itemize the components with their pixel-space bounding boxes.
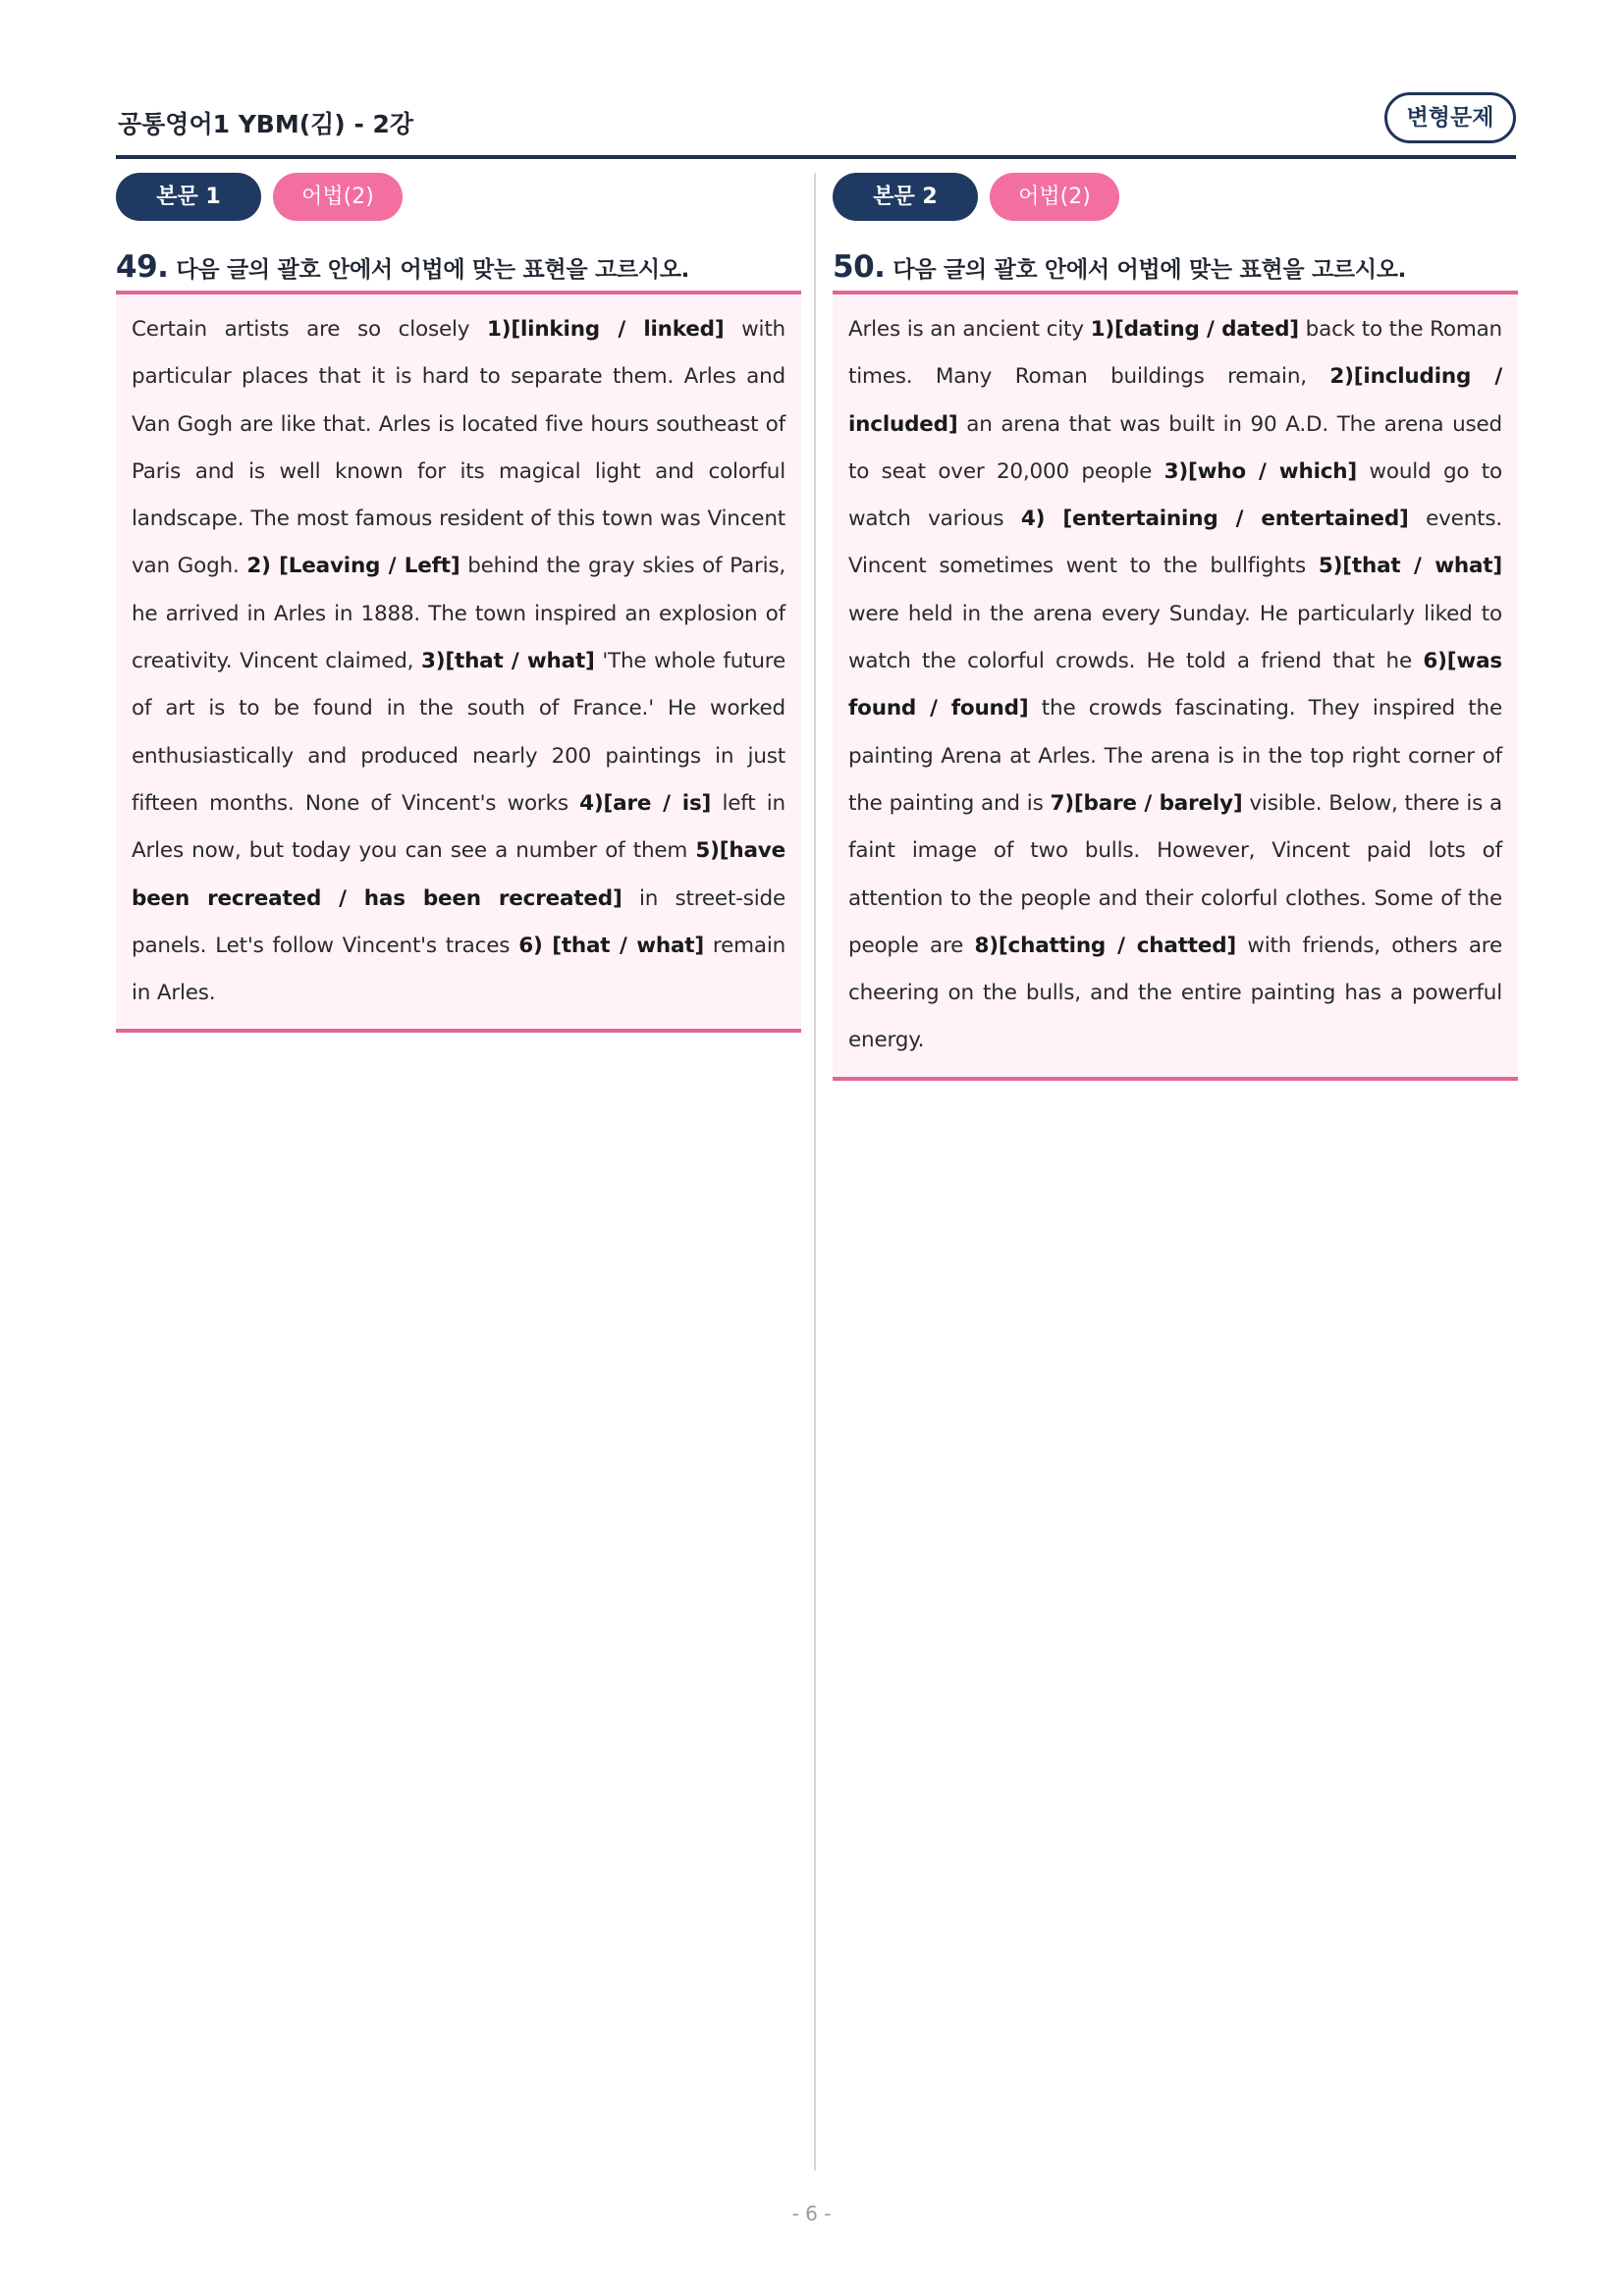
passage-text: with particular places that it is hard to separate them. Arles and Van Gogh are like that. Arles is located five hours southeast of Paris and is well known for its magical light and colorful landscape. The most famous resident of this town was Vincent van Gogh.: [132, 317, 785, 579]
question-heading: [833, 249, 1518, 294]
grammar-choice: 6)[was found / found]: [848, 649, 1502, 721]
grammar-choice: 3)[that / what]: [420, 649, 595, 674]
grammar-choice: 2)[including / included]: [848, 364, 1503, 437]
passage-text: behind the gray skies of Paris, he arrived in Arles in 1888. The town inspired an explosion of creativity. Vincent claimed,: [132, 554, 785, 674]
passage-text: visible. Below, there is a faint image of two bulls. However, Vincent paid lots of attention to the people and their colorful clothes. Some of the people are: [848, 790, 1502, 958]
grammar-choice: 8)[chatting / chatted]: [974, 933, 1237, 958]
page-number: - 6 -: [791, 2202, 832, 2225]
category-tag: 어법(2): [990, 173, 1119, 221]
column-divider: [814, 173, 816, 2170]
question-number: 49.: [116, 249, 169, 285]
grammar-choice: 5)[that / what]: [1318, 554, 1502, 579]
grammar-choice: 6) [that / what]: [518, 933, 704, 958]
grammar-choice: 4) [entertaining / entertained]: [1020, 507, 1409, 532]
passage-text: events. Vincent sometimes went to the bullfights: [848, 507, 1502, 579]
grammar-choice: 5)[have been recreated / has been recreated]: [132, 838, 785, 911]
passage-text: Arles is an ancient city: [848, 317, 1091, 342]
grammar-choice: 7)[bare / barely]: [1050, 790, 1243, 816]
category-tag: 어법(2): [273, 173, 403, 221]
passage-text: would go to watch various: [848, 458, 1502, 532]
passage-box: [116, 294, 801, 1033]
section-tag: 본문 1: [116, 173, 261, 221]
passage-text: remain in Arles.: [132, 933, 786, 1006]
passage-text: 'The whole future of art is to be found in the south of France.' He worked enthusiastically and produced nearly 200 paintings in just fifteen months. None of Vincent's works: [132, 649, 785, 816]
grammar-choice: 1)[dating / dated]: [1090, 317, 1299, 342]
question-text: 다음 글의 괄호 안에서 어법에 맞는 표현을 고르시오.: [893, 257, 1407, 283]
question-heading: [116, 249, 801, 294]
page-header: [116, 90, 1516, 159]
document-title: 공통영어1 YBM(김) - 2강: [118, 110, 414, 138]
passage-text: with friends, others are cheering on the bulls, and the entire painting has a powerful energy.: [848, 933, 1502, 1053]
passage-text: back to the Roman times. Many Roman buildings remain,: [848, 317, 1502, 390]
grammar-choice: 1)[linking / linked]: [486, 317, 725, 342]
passage-text: left in Arles now, but today you can see a number of them: [132, 790, 785, 864]
grammar-choice: 4)[are / is]: [579, 790, 712, 816]
question-text: 다음 글의 괄호 안에서 어법에 맞는 표현을 고르시오.: [176, 257, 690, 283]
passage-text: an arena that was built in 90 A.D. The arena used to seat over 20,000 people: [848, 411, 1502, 484]
passage-text: the crowds fascinating. They inspired the painting Arena at Arles. The arena is in the top right corner of the painting and is: [848, 696, 1502, 816]
passage-box: [833, 294, 1518, 1081]
passage-text: were held in the arena every Sunday. He particularly liked to watch the colorful crowds. He told a friend that he: [848, 601, 1502, 674]
grammar-choice: 2) [Leaving / Left]: [246, 554, 460, 579]
question-number: 50.: [833, 249, 886, 285]
problem-type-badge: 변형문제: [1384, 92, 1516, 143]
question-49-column: [116, 173, 801, 1033]
passage-text: Certain artists are so closely: [132, 317, 487, 342]
grammar-choice: 3)[who / which]: [1163, 458, 1358, 484]
passage-text: in street-side panels. Let's follow Vincent's traces: [132, 885, 785, 958]
tag-row: [833, 173, 1518, 222]
section-tag: 본문 2: [833, 173, 978, 221]
tag-row: [116, 173, 801, 222]
question-50-column: [833, 173, 1518, 1081]
